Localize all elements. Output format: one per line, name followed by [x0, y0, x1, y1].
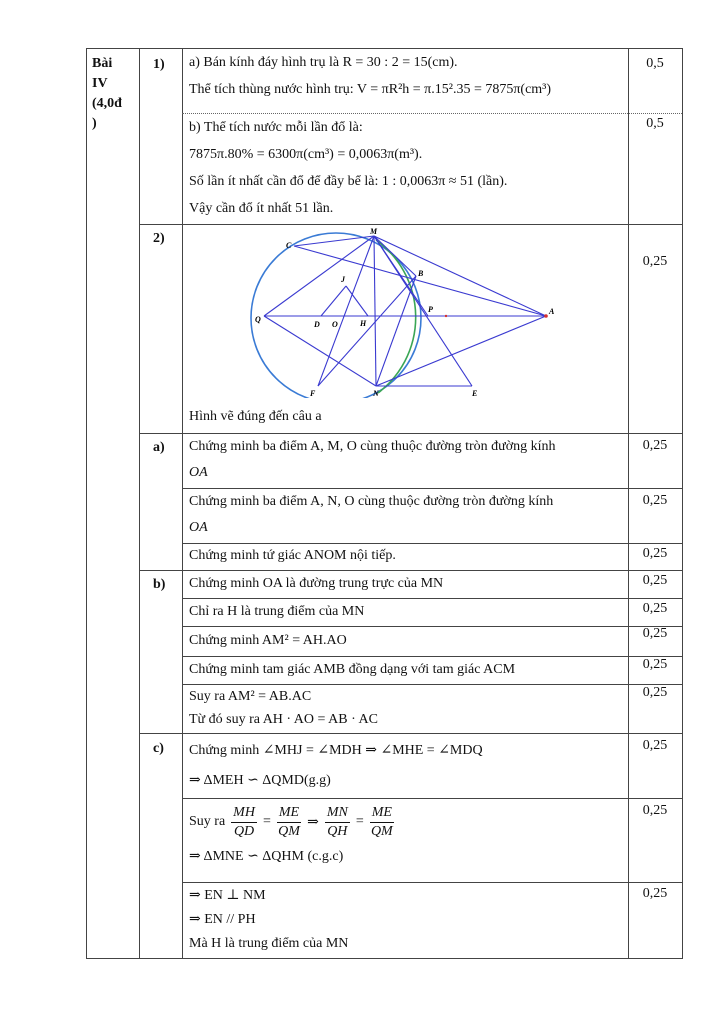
fraction-me-qm: $\frac{ME}{QM}$ [278, 805, 300, 839]
part-1a-line2: Thể tích thùng nước hình trụ: V = πR²h = π.15².35 = 7875π(cm³) [189, 81, 552, 97]
section-label-line4: ) [92, 116, 97, 131]
part-b2-score: 0,25 [642, 601, 668, 616]
geometry-figure [246, 228, 561, 398]
equals-sign-2: = [355, 814, 364, 829]
point-label-e: E [472, 389, 478, 398]
answer-table [86, 48, 683, 959]
part-1a-line1: a) Bán kính đáy hình trụ là R = 30 : 2 = 15(cm). [189, 55, 458, 70]
point-label-b: B [418, 269, 424, 278]
part-b4-score: 0,25 [642, 657, 668, 672]
part-a2-line1: Chứng minh ba điểm A, N, O cùng thuộc đường tròn đường kính [189, 494, 554, 509]
part-2-score: 0,25 [642, 254, 668, 269]
part-b5-line2: Từ đó suy ra AH · AO = AB · AC [189, 712, 378, 727]
part-1b-line2: 7875π.80% = 6300π(cm³) = 0,0063π(m³). [189, 147, 423, 162]
point-label-m: M [370, 228, 378, 236]
part-c1-line2: ⇒ ΔMEH ∽ ΔQMD(g.g) [189, 773, 331, 788]
part-c2-score: 0,25 [642, 803, 668, 818]
point-label-c: C [286, 241, 292, 250]
part-1b-line3: Số lần ít nhất cần đổ để đầy bể là: 1 : 0,0063π ≈ 51 (lần). [189, 174, 508, 189]
part-b1-score: 0,25 [642, 573, 668, 588]
figure-caption: Hình vẽ đúng đến câu a [189, 409, 322, 424]
part-b-label: b) [153, 577, 166, 592]
part-c2-line2: ⇒ ΔMNE ∽ ΔQHM (c.g.c) [189, 849, 344, 864]
part-1b-content [189, 114, 507, 222]
point-label-n: N [373, 389, 379, 398]
part-c1-content [189, 736, 483, 796]
point-label-p: P [428, 305, 433, 314]
part-b5-line1: Suy ra AM² = AB.AC [189, 689, 312, 704]
part-a2-line2: OA [189, 520, 208, 535]
part-1a-score: 0,5 [646, 56, 664, 71]
part-1b-score: 0,5 [646, 116, 664, 131]
part-c3-line2: ⇒ EN // PH [189, 912, 256, 927]
section-label-line1: Bài [92, 56, 113, 71]
point-label-a: A [549, 307, 555, 316]
part-b3-score: 0,25 [642, 626, 668, 641]
point-label-q: Q [255, 315, 261, 324]
part-b5-score: 0,25 [642, 685, 668, 700]
part-2-label: 2) [153, 231, 165, 246]
part-a3-content: Chứng minh tứ giác ANOM nội tiếp. [189, 548, 396, 563]
part-b1-content: Chứng minh OA là đường trung trực của MN [189, 576, 444, 591]
part-c1-line1: Chứng minh ∠MHJ = ∠MDH ⇒ ∠MHE = ∠MDQ [189, 743, 483, 758]
part-a3-score: 0,25 [642, 546, 668, 561]
fraction-me-qm-2: $\frac{ME}{QM}$ [370, 805, 393, 839]
part-c3-score: 0,25 [642, 886, 668, 901]
part-c-label: c) [153, 741, 164, 756]
part-b2-content: Chỉ ra H là trung điểm của MN [189, 604, 365, 619]
part-1b-line4: Vậy cần đổ ít nhất 51 lần. [189, 201, 334, 216]
part-a1-line1: Chứng minh ba điểm A, M, O cùng thuộc đường tròn đường kính [189, 439, 556, 454]
part-c1-score: 0,25 [642, 738, 668, 753]
section-label-line3: (4,0đ [92, 96, 122, 111]
point-label-h: H [360, 319, 367, 328]
part-b5-content [189, 685, 378, 731]
part-a1-line2: OA [189, 465, 208, 480]
part-b4-content: Chứng minh tam giác AMB đồng dạng với tam giác ACM [189, 662, 516, 677]
part-1a-content [189, 50, 551, 103]
part-a2-score: 0,25 [642, 493, 668, 508]
section-label [92, 54, 122, 134]
part-a1-content [189, 434, 556, 486]
equals-sign: = [262, 814, 271, 829]
point-label-j: J [341, 275, 345, 284]
point-label-d: D [314, 320, 320, 329]
part-a2-content [189, 489, 553, 541]
part-c3-line3: Mà H là trung điểm của MN [189, 936, 349, 951]
part-c2-content [189, 802, 396, 865]
part-a1-score: 0,25 [642, 438, 668, 453]
section-label-line2: IV [92, 76, 108, 91]
part-a-label: a) [153, 440, 165, 455]
part-1-label: 1) [153, 57, 165, 72]
part-c3-content [189, 884, 348, 956]
point-label-o: O [332, 320, 338, 329]
implies-sign: ⇒ [307, 814, 319, 830]
fraction-mh-qd: $\frac{MH}{QD}$ [233, 805, 255, 839]
fraction-mn-qh: $\frac{MN}{QH}$ [326, 805, 348, 839]
part-b3-content: Chứng minh AM² = AH.AO [189, 633, 347, 648]
part-1b-line1: b) Thể tích nước mỗi lần đổ là: [189, 120, 363, 135]
point-label-f: F [310, 389, 316, 398]
part-c3-line1: ⇒ EN ⊥ NM [189, 888, 266, 903]
part-c2-prefix: Suy ra [189, 814, 226, 829]
